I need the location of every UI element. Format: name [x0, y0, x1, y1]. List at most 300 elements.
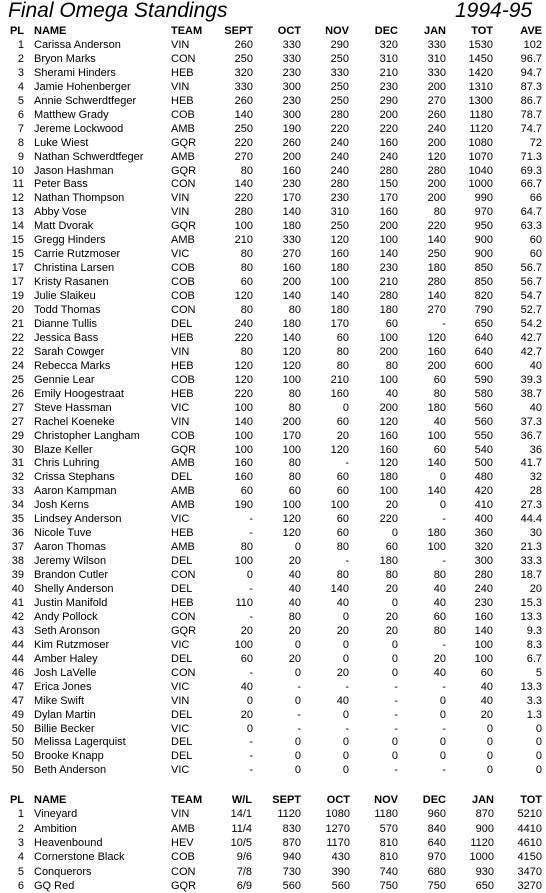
cell-col-oct: 120 — [282, 513, 301, 526]
cell-col-oct: 80 — [288, 401, 301, 414]
cell-col-oct: 200 — [282, 415, 301, 428]
cell-col-dec: 200 — [379, 108, 398, 121]
cell-col-oct: 330 — [282, 234, 301, 247]
cell-col-team: GQR — [171, 443, 197, 456]
cell-col-ave: 9.3 — [526, 624, 542, 637]
cell-col-ave: 41.7 — [520, 457, 542, 470]
cell-col-sept: 210 — [234, 234, 253, 247]
cell-col-dec: 970 — [427, 851, 446, 864]
cell-col-dec: 220 — [379, 122, 398, 135]
cell-col-team: VIN — [171, 192, 190, 205]
cell-col-sept: 220 — [234, 192, 253, 205]
cell-col-jan: 40 — [433, 596, 446, 609]
cell-col-jan: - — [442, 513, 446, 526]
cell-col-name: Heavenbound — [34, 836, 103, 849]
cell-col-sept: - — [249, 736, 253, 749]
cell-col-sept: - — [249, 513, 253, 526]
cell-col-jan: 1120 — [470, 836, 494, 849]
cell-col-oct: 260 — [282, 136, 301, 149]
cell-col-team: VIN — [171, 345, 190, 358]
cell-col-sept: 220 — [234, 387, 253, 400]
cell-col-pl: 19 — [11, 290, 24, 303]
cell-col-sept: 100 — [234, 429, 253, 442]
table-row — [0, 512, 546, 526]
table-row — [0, 150, 546, 164]
cell-col-name: Billie Becker — [34, 722, 95, 735]
cell-col-sept: 110 — [235, 596, 253, 609]
cell-col-sept: - — [249, 610, 253, 623]
cell-col-oct: 140 — [282, 206, 301, 219]
cell-col-dec: 20 — [385, 624, 398, 637]
cell-col-name: Crissa Stephans — [34, 471, 115, 484]
cell-col-ave: 39.3 — [520, 373, 542, 386]
cell-col-nov: - — [345, 555, 349, 568]
cell-col-oct: 200 — [282, 276, 301, 289]
cell-col-ave: 42.7 — [520, 345, 542, 358]
cell-col-name: Jason Hashman — [34, 164, 114, 177]
cell-col-pl: 30 — [11, 443, 24, 456]
cell-col-oct: 0 — [294, 638, 301, 651]
cell-col-dec: 0 — [391, 736, 398, 749]
table-row — [0, 303, 546, 317]
cell-col-sept: 260 — [234, 94, 253, 107]
cell-col-ave: 28 — [529, 485, 542, 498]
cell-col-name: Conquerors — [34, 865, 92, 878]
cell-col-pl: 22 — [11, 331, 24, 344]
cell-col-sept: 190 — [234, 499, 253, 512]
cell-col-ave: 5 — [535, 666, 542, 679]
cell-col-wl: 9/6 — [236, 851, 252, 864]
cell-col-oct: 20 — [288, 555, 301, 568]
cell-col-tot: 1180 — [469, 108, 493, 121]
cell-col-sept: 100 — [234, 443, 253, 456]
cell-col-nov: 180 — [330, 304, 349, 316]
cell-col-name: Peter Bass — [34, 178, 88, 191]
table-row — [0, 219, 546, 233]
table-row — [0, 108, 546, 122]
cell-col-ave: 54.7 — [520, 290, 542, 303]
cell-col-pl: 44 — [11, 652, 24, 665]
cell-col-pl: 1 — [17, 38, 24, 51]
cell-col-team: GQR — [171, 220, 197, 233]
cell-col-sept: 0 — [246, 569, 253, 582]
table-row — [0, 66, 546, 80]
cell-col-oct: - — [297, 722, 301, 735]
cell-col-sept: 260 — [234, 38, 253, 51]
cell-col-name: Gregg Hinders — [34, 234, 106, 247]
cell-col-ave: 0 — [535, 750, 542, 763]
cell-col-ave: 60 — [529, 234, 542, 247]
cell-col-nov: 60 — [336, 415, 349, 428]
cell-col-oct: 160 — [282, 164, 301, 177]
cell-col-jan: 80 — [433, 624, 446, 637]
cell-col-nov: 20 — [336, 666, 349, 679]
cell-col-sept: 270 — [234, 150, 253, 163]
header-col-team: TEAM — [171, 25, 203, 37]
table-row — [0, 568, 546, 582]
cell-col-jan: - — [442, 764, 446, 777]
cell-col-jan: 270 — [427, 94, 446, 107]
cell-col-ave: 20 — [529, 583, 542, 595]
cell-col-tot: 590 — [474, 373, 493, 386]
cell-col-pl: 46 — [11, 666, 24, 679]
cell-col-sept: 80 — [240, 304, 253, 316]
cell-col-ave: 86.7 — [520, 94, 542, 107]
cell-col-oct: 180 — [282, 220, 301, 233]
cell-col-ave: 54.2 — [520, 317, 542, 330]
cell-col-sept: 80 — [240, 164, 253, 177]
cell-col-dec: 60 — [385, 317, 398, 330]
cell-col-sept: 60 — [240, 652, 253, 665]
cell-col-dec: 60 — [385, 541, 398, 554]
cell-col-jan: 1000 — [469, 851, 494, 864]
cell-col-tot: 1070 — [468, 150, 493, 163]
header-col-wl: W/L — [231, 794, 252, 806]
header-col-tot: TOT — [520, 794, 542, 806]
cell-col-dec: 960 — [427, 808, 446, 821]
cell-col-ave: 56.7 — [520, 262, 542, 275]
cell-col-nov: 0 — [342, 708, 349, 721]
cell-col-team: VIC — [171, 638, 190, 651]
cell-col-dec: 320 — [379, 38, 398, 51]
cell-col-team: HEB — [171, 359, 194, 372]
header-col-team: TEAM — [171, 794, 203, 806]
table-row — [0, 122, 546, 136]
cell-col-name: Luke Wiest — [34, 136, 89, 149]
table-row — [0, 331, 546, 345]
cell-col-team: AMB — [171, 122, 195, 135]
table-row — [0, 261, 546, 275]
cell-col-team: HEV — [171, 836, 194, 849]
cell-col-team: COB — [171, 290, 195, 303]
cell-col-ave: 30 — [529, 527, 542, 540]
cell-col-team: GQR — [171, 164, 197, 177]
cell-col-tot: 360 — [474, 527, 493, 540]
cell-col-jan: 180 — [427, 527, 446, 540]
cell-col-sept: 0 — [246, 694, 253, 707]
header-col-ave: AVE — [520, 25, 542, 37]
table-row — [0, 456, 546, 470]
cell-col-nov: 740 — [379, 865, 398, 878]
cell-col-tot: 1450 — [468, 52, 493, 65]
table-row — [0, 387, 546, 401]
cell-col-pl: 44 — [11, 638, 24, 651]
cell-col-name: Josh Kerns — [34, 499, 90, 512]
cell-col-ave: 40 — [529, 359, 542, 372]
cell-col-oct: 560 — [331, 879, 350, 892]
cell-col-tot: 5210 — [517, 808, 542, 821]
cell-col-team: CON — [171, 666, 196, 679]
table-row — [0, 749, 546, 763]
cell-col-dec: 100 — [379, 234, 398, 247]
cell-col-team: CON — [171, 865, 196, 878]
cell-col-name: Lindsey Anderson — [34, 513, 122, 526]
cell-col-name: Annie Schwerdtfeger — [34, 94, 137, 107]
cell-col-sept: 20 — [240, 624, 253, 637]
cell-col-team: HEB — [171, 66, 194, 79]
cell-col-nov: 100 — [330, 499, 349, 512]
table-row — [0, 763, 546, 777]
cell-col-team: VIC — [171, 513, 190, 526]
cell-col-tot: 1000 — [468, 178, 493, 191]
cell-col-name: Melissa Lagerquist — [34, 736, 126, 749]
cell-col-sept: - — [249, 527, 253, 540]
cell-col-nov: 250 — [330, 94, 349, 107]
cell-col-dec: 230 — [379, 262, 398, 275]
cell-col-tot: 0 — [486, 750, 493, 763]
table-row — [0, 680, 546, 694]
cell-col-tot: 900 — [474, 248, 493, 261]
cell-col-wl: 10/5 — [230, 836, 252, 849]
cell-col-tot: 640 — [474, 331, 493, 344]
cell-col-team: HEB — [171, 387, 194, 400]
cell-col-pl: 1 — [17, 808, 24, 821]
cell-col-oct: 100 — [282, 499, 301, 512]
cell-col-name: Justin Manifold — [34, 596, 108, 609]
cell-col-oct: 390 — [331, 865, 350, 878]
cell-col-dec: 180 — [379, 304, 398, 316]
table-row — [0, 38, 546, 52]
cell-col-name: Christopher Langham — [34, 429, 140, 442]
cell-col-oct: 270 — [282, 248, 301, 261]
cell-col-pl: 15 — [11, 248, 24, 261]
cell-col-team: GQR — [171, 624, 197, 637]
header-col-jan: JAN — [423, 25, 446, 37]
cell-col-tot: 300 — [474, 555, 493, 568]
cell-col-name: Kristy Rasanen — [34, 276, 109, 289]
cell-col-name: Jeremy Wilson — [34, 555, 107, 568]
cell-col-team: COB — [171, 373, 195, 386]
cell-col-sept: 140 — [234, 178, 253, 191]
cell-col-dec: - — [394, 680, 398, 693]
cell-col-tot: 4150 — [517, 851, 542, 864]
cell-col-jan: 60 — [433, 373, 446, 386]
cell-col-nov: 0 — [342, 638, 349, 651]
cell-col-tot: 600 — [474, 359, 493, 372]
cell-col-name: Bryon Marks — [34, 52, 96, 65]
cell-col-jan: 270 — [427, 304, 446, 316]
cell-col-nov: 0 — [342, 652, 349, 665]
cell-col-name: Shelly Anderson — [34, 583, 114, 595]
cell-col-oct: 170 — [282, 192, 301, 205]
table-row — [0, 879, 546, 893]
cell-col-sept: 80 — [240, 262, 253, 275]
cell-col-oct: 120 — [282, 345, 301, 358]
cell-col-pl: 25 — [11, 373, 24, 386]
cell-col-jan: 140 — [427, 485, 446, 498]
cell-col-nov: - — [345, 457, 349, 470]
cell-col-jan: 280 — [427, 276, 446, 289]
cell-col-sept: 60 — [240, 276, 253, 289]
cell-col-dec: 280 — [379, 164, 398, 177]
table-row — [0, 345, 546, 359]
cell-col-nov: 170 — [330, 317, 349, 330]
cell-col-wl: 6/9 — [236, 879, 252, 892]
cell-col-oct: 0 — [294, 666, 301, 679]
cell-col-jan: 60 — [433, 610, 446, 623]
cell-col-tot: 1310 — [468, 80, 493, 93]
cell-col-pl: 22 — [11, 345, 24, 358]
cell-col-tot: 40 — [480, 680, 493, 693]
cell-col-team: HEB — [171, 527, 194, 540]
cell-col-pl: 3 — [17, 836, 24, 849]
cell-col-sept: 280 — [234, 206, 253, 219]
cell-col-oct: 330 — [282, 52, 301, 65]
header-col-pl: PL — [9, 25, 24, 37]
cell-col-ave: 74.7 — [520, 122, 542, 135]
cell-col-ave: 0 — [535, 722, 542, 735]
cell-col-team: AMB — [171, 541, 195, 554]
cell-col-sept: 120 — [234, 290, 253, 303]
cell-col-jan: 200 — [427, 359, 446, 372]
cell-col-nov: 60 — [336, 331, 349, 344]
cell-col-dec: - — [394, 722, 398, 735]
cell-col-team: AMB — [171, 485, 195, 498]
cell-col-jan: 80 — [433, 206, 446, 219]
cell-col-jan: 650 — [475, 879, 494, 892]
cell-col-ave: 42.7 — [520, 331, 542, 344]
cell-col-sept: 40 — [240, 680, 253, 693]
cell-col-tot: 950 — [474, 220, 493, 233]
cell-col-name: GQ Red — [34, 879, 75, 892]
cell-col-name: Abby Vose — [34, 206, 87, 219]
cell-col-team: DEL — [171, 583, 193, 595]
cell-col-ave: 63.3 — [520, 220, 542, 233]
cell-col-pl: 24 — [11, 359, 24, 372]
cell-col-tot: 410 — [474, 499, 493, 512]
cell-col-nov: - — [345, 680, 349, 693]
cell-col-jan: 80 — [433, 387, 446, 400]
cell-col-jan: 240 — [427, 122, 446, 135]
header-col-name: NAME — [34, 25, 67, 37]
cell-col-pl: 50 — [11, 736, 24, 749]
cell-col-name: Rebecca Marks — [34, 359, 111, 372]
cell-col-team: VIN — [171, 415, 190, 428]
table-row — [0, 429, 546, 443]
cell-col-nov: 120 — [330, 443, 349, 456]
cell-col-tot: 1420 — [468, 66, 493, 79]
cell-col-dec: 40 — [385, 387, 398, 400]
cell-col-team: CON — [171, 178, 196, 191]
cell-col-jan: 140 — [427, 234, 446, 247]
cell-col-pl: 34 — [11, 499, 24, 512]
cell-col-tot: 100 — [474, 652, 493, 665]
cell-col-ave: 66.7 — [520, 178, 542, 191]
cell-col-dec: 100 — [379, 485, 398, 498]
cell-col-nov: 140 — [330, 290, 349, 303]
cell-col-pl: 4 — [17, 80, 24, 93]
cell-col-name: Nathan Schwerdtfeger — [34, 150, 144, 163]
cell-col-jan: 40 — [433, 666, 446, 679]
cell-col-dec: 0 — [391, 596, 398, 609]
cell-col-tot: 100 — [474, 638, 493, 651]
cell-col-nov: 240 — [330, 136, 349, 149]
table-row — [0, 865, 546, 879]
cell-col-jan: 280 — [427, 164, 446, 177]
cell-col-pl: 10 — [11, 164, 24, 177]
cell-col-dec: 290 — [379, 94, 398, 107]
cell-col-team: DEL — [171, 736, 193, 749]
cell-col-oct: 80 — [288, 387, 301, 400]
cell-col-dec: 120 — [379, 457, 398, 470]
cell-col-ave: 6.7 — [526, 652, 542, 665]
cell-col-jan: - — [442, 317, 446, 330]
cell-col-jan: 60 — [433, 443, 446, 456]
cell-col-name: Cornerstone Black — [34, 851, 125, 864]
cell-col-oct: 300 — [282, 108, 301, 121]
cell-col-tot: 280 — [474, 569, 493, 582]
cell-col-jan: 0 — [439, 471, 446, 484]
cell-col-jan: 120 — [427, 331, 446, 344]
cell-col-jan: 160 — [427, 345, 446, 358]
cell-col-tot: 990 — [474, 192, 493, 205]
cell-col-dec: 210 — [379, 276, 398, 289]
cell-col-tot: 550 — [474, 429, 493, 442]
table-row — [0, 484, 546, 498]
cell-col-team: CON — [171, 569, 196, 582]
cell-col-nov: 20 — [336, 624, 349, 637]
header-col-nov: NOV — [374, 794, 398, 806]
cell-col-pl: 14 — [11, 220, 24, 233]
cell-col-tot: 40 — [480, 694, 493, 707]
cell-col-nov: 40 — [336, 596, 349, 609]
cell-col-nov: 250 — [330, 52, 349, 65]
cell-col-name: Gennie Lear — [34, 373, 95, 386]
cell-col-jan: - — [442, 638, 446, 651]
cell-col-pl: 13 — [11, 206, 24, 219]
table-row — [0, 136, 546, 150]
cell-col-oct: 190 — [282, 122, 301, 135]
cell-col-jan: 0 — [439, 499, 446, 512]
cell-col-tot: 560 — [474, 415, 493, 428]
cell-col-oct: 140 — [282, 290, 301, 303]
cell-col-jan: 220 — [427, 220, 446, 233]
cell-col-oct: 330 — [282, 38, 301, 51]
cell-col-pl: 35 — [11, 513, 24, 526]
cell-col-tot: 850 — [474, 276, 493, 289]
cell-col-ave: 40 — [529, 401, 542, 414]
table-row — [0, 554, 546, 568]
cell-col-team: AMB — [171, 150, 195, 163]
table-row — [0, 596, 546, 610]
cell-col-oct: 40 — [288, 569, 301, 582]
cell-col-pl: 36 — [11, 527, 24, 540]
cell-col-dec: 180 — [379, 471, 398, 484]
cell-col-jan: 330 — [427, 66, 446, 79]
cell-col-team: DEL — [171, 708, 193, 721]
table-row — [0, 233, 546, 247]
cell-col-name: Andy Pollock — [34, 610, 98, 623]
cell-col-tot: 3270 — [517, 879, 542, 892]
cell-col-sept: 120 — [234, 359, 253, 372]
cell-col-pl: 17 — [11, 276, 24, 289]
cell-col-dec: 0 — [391, 652, 398, 665]
cell-col-team: DEL — [171, 317, 193, 330]
cell-col-dec: 100 — [379, 373, 398, 386]
cell-col-jan: 930 — [475, 865, 494, 878]
cell-col-ave: 36.7 — [520, 429, 542, 442]
cell-col-team: AMB — [171, 499, 195, 512]
table-row — [0, 807, 546, 821]
cell-col-dec: 200 — [379, 401, 398, 414]
cell-col-tot: 0 — [486, 764, 493, 777]
cell-col-team: HEB — [171, 596, 194, 609]
table-row — [0, 836, 546, 850]
cell-col-nov: 250 — [330, 80, 349, 93]
cell-col-name: Blaze Keller — [34, 443, 93, 456]
cell-col-nov: - — [345, 722, 349, 735]
cell-col-team: VIC — [171, 680, 190, 693]
